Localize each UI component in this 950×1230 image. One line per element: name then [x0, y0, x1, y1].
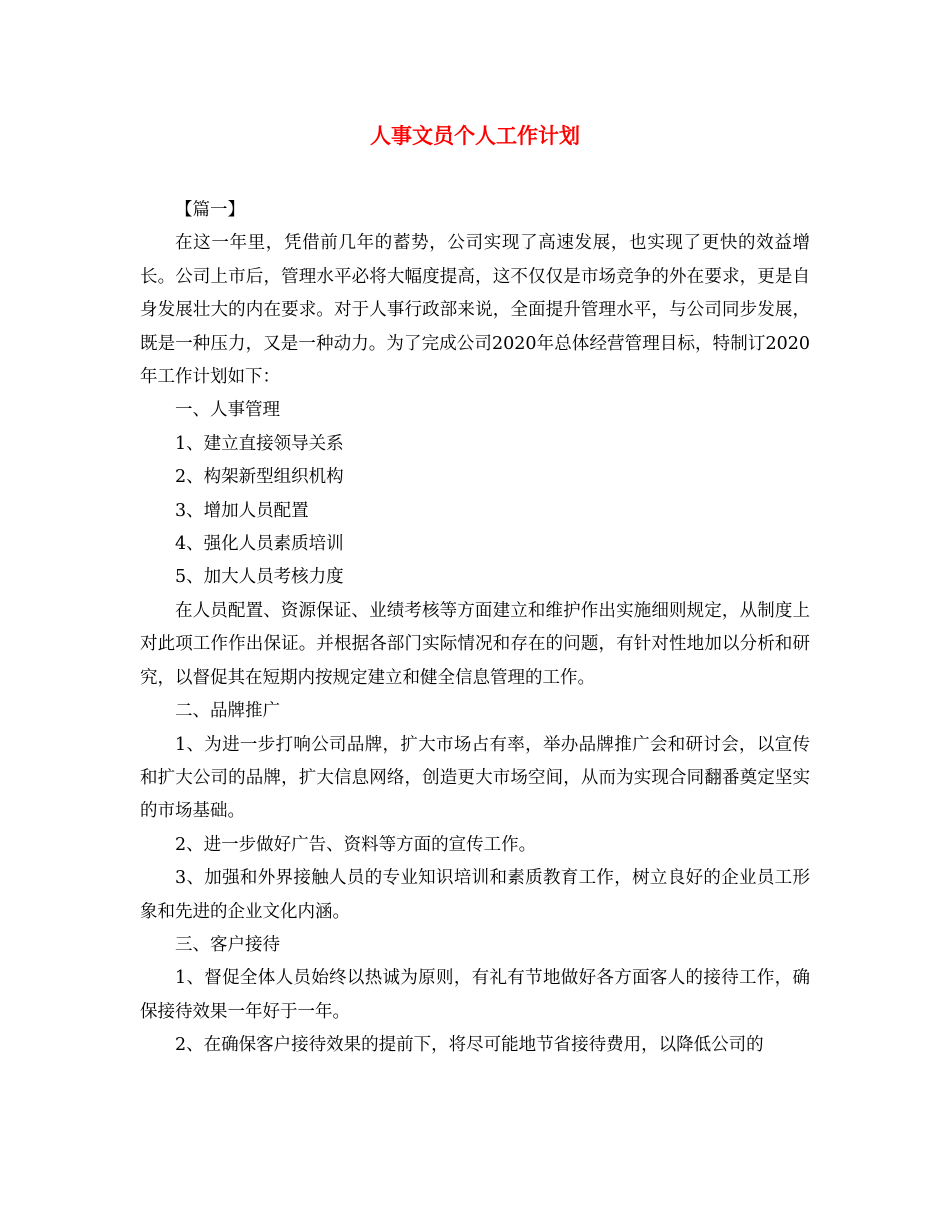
heading-customer-reception: 三、客户接待 — [175, 934, 280, 955]
heading-hr-management: 一、人事管理 — [175, 400, 280, 421]
list-item: 1、为进一步打响公司品牌，扩大市场占有率，举办品牌推广会和研讨会，以宣传和扩大公司的品牌，扩大信息网络，创造更大市场空间，从而为实现合同翻番奠定坚实的市场基础。 — [140, 734, 810, 822]
list-item: 4、强化人员素质培训 — [175, 534, 344, 555]
list-item: 3、增加人员配置 — [175, 500, 309, 521]
list-item: 2、在确保客户接待效果的提前下，将尽可能地节省接待费用，以降低公司的 — [175, 1035, 764, 1056]
intro-paragraph: 在这一年里，凭借前几年的蓄势，公司实现了高速发展，也实现了更快的效益增长。公司上市后，管理水平必将大幅度提高，这不仅仅是市场竞争的外在要求，更是自身发展壮大的内在要求。对于人事行政部来说，全面提升管理水平，与公司同步发展，既是一种压力，又是一种动力。为了完成公司2020年总体经营管理目标，特制订2020年工作计划如下： — [140, 233, 810, 388]
list-item: 1、督促全体人员始终以热诚为原则，有礼有节地做好各方面客人的接待工作，确保接待效果一年好于一年。 — [140, 968, 810, 1022]
list-item: 2、进一步做好广告、资料等方面的宣传工作。 — [175, 834, 537, 855]
body-paragraph: 在人员配置、资源保证、业绩考核等方面建立和维护作出实施细则规定，从制度上对此项工作作出保证。并根据各部门实际情况和存在的问题，有针对性地加以分析和研究，以督促其在短期内按规定建立和健全信息管理的工作。 — [140, 600, 810, 688]
list-item: 3、加强和外界接触人员的专业知识培训和素质教育工作，树立良好的企业员工形象和先进的企业文化内涵。 — [140, 868, 810, 922]
document-title: 人事文员个人工作计划 — [370, 123, 580, 148]
heading-brand-promotion: 二、品牌推广 — [175, 701, 280, 722]
list-item: 2、构架新型组织机构 — [175, 467, 344, 488]
list-item: 5、加大人员考核力度 — [175, 567, 344, 588]
document-body — [140, 194, 810, 1063]
section-label: 【篇一】 — [175, 200, 245, 220]
list-item: 1、建立直接领导关系 — [175, 433, 344, 454]
